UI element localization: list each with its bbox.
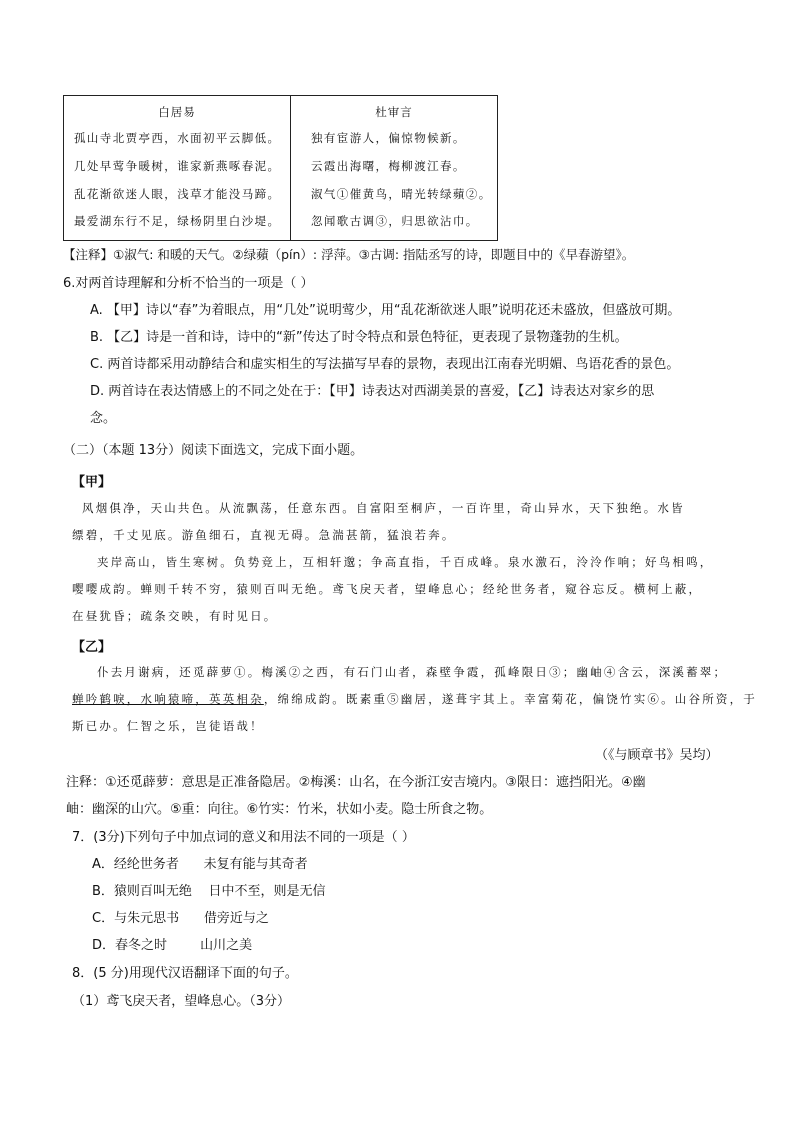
question-6-option-b: B. 【乙】诗是一首和诗，诗中的“新”传达了时令特点和景色特征，更表现了景物蓬勃的生机。 [90,330,628,345]
passage-yi-line: 仆去月谢病，还觅薜萝①。梅溪②之西，有石门山者，森壁争霞，孤峰限日③；幽岫④含云，深溪蓄翠； [97,665,728,679]
question-8-sub-1: （1）鸢飞戾天者，望峰息心。（3分） [72,994,291,1009]
question-6-stem: 6.对两首诗理解和分析不恰当的一项是（ ） [63,276,314,291]
poem-right-column [291,96,497,240]
poem-annotation: 【注释】①淑气: 和暖的天气。②绿蘋（pín）: 浮萍。③古调: 指陆丞写的诗，即题目中的《早春游望》。 [63,247,635,262]
passage-jia-line: 嘤嘤成韵。蝉则千转不穷，猿则百叫无绝。鸢飞戾天者，望峰息心；经纶世务者，窥谷忘反。横柯上蔽， [72,582,703,596]
poem-right-line: 独有宦游人，偏惊物候新。 [311,131,466,145]
poem-left-line: 孤山寺北贾亭西，水面初平云脚低。 [74,131,281,145]
passage-jia-label: 【甲】 [72,475,112,490]
passage-yi-underlined: 蝉吟鹤唳，水响猿啼，英英相杂 [72,692,264,706]
poem-left-line: 乱花渐欲迷人眼，浅草才能没马蹄。 [74,187,281,201]
question-7-stem: 7．(3分)下列句子中加点词的意义和用法不同的一项是（ ） [72,830,415,845]
question-6-option-d: D. 两首诗在表达情感上的不同之处在于：【甲】诗表达对西湖美景的喜爱，【乙】诗表达对家乡的思 [90,384,655,399]
section-2-heading: （二）（本题 13分）阅读下面选文，完成下面小题。 [63,443,364,458]
passage-annotation: 岫：幽深的山穴。⑤重：向往。⑥竹实：竹米，状如小麦。隐士所食之物。 [66,802,493,817]
passage-jia-line: 缥碧，千丈见底。游鱼细石，直视无碍。急湍甚箭，猛浪若奔。 [72,528,456,542]
poem-left-column [64,96,291,240]
poem-left-title: 白居易 [158,105,196,119]
passage-yi-line: 斯已办。仁智之乐，岂徒语哉！ [72,719,264,733]
question-7-option-c: C．与朱元思书 借旁近与之 [92,911,269,926]
question-6-option-d-cont: 念。 [90,411,117,426]
passage-yi-label: 【乙】 [72,640,112,655]
poem-left-line: 几处早莺争暖树，谁家新燕啄春泥。 [74,159,281,173]
passage-annotation: 注释：①还觅薜萝：意思是正准备隐居。②梅溪：山名，在今浙江安吉境内。③限日：遮挡阳光。④幽 [66,775,646,790]
passage-jia-line: 在昼犹昏；疏条交映，有时见日。 [72,609,278,623]
question-6-option-a: A. 【甲】诗以“春”为着眼点，用“几处”说明莺少，用“乱花渐欲迷人眼”说明花还未盛放，但盛放可期。 [90,303,681,318]
question-7-option-b: B．猿则百叫无绝 日中不至，则是无信 [92,884,326,899]
question-7-option-d: D．春冬之时 山川之美 [92,938,253,953]
passage-jia-line: 风烟俱净，天山共色。从流飘荡，任意东西。自富阳至桐庐，一百许里，奇山异水，天下独绝。水皆 [82,501,685,515]
passage-jia-line: 夹岸高山，皆生寒树。负势竞上，互相轩邈；争高直指，千百成峰。泉水激石，泠泠作响；好鸟相鸣， [97,555,714,569]
poem-right-title: 杜审言 [375,105,413,119]
poem-right-line: 忽闻歌古调③，归思欲沾巾。 [311,214,479,228]
question-7-option-a: A．经纶世务者 未复有能与其奇者 [92,857,308,872]
passage-yi-source: （《与顾章书》吴均） [595,748,719,763]
question-6-option-c: C. 两首诗都采用动静结合和虚实相生的写法描写早春的景物，表现出江南春光明媚、鸟语花香的景色。 [90,357,680,372]
question-8-stem: 8．(5 分)用现代汉语翻译下面的句子。 [72,966,298,981]
poem-right-line: 云霞出海曙，梅柳渡江春。 [311,159,466,173]
passage-yi-line-rest: ，绵绵成韵。既素重⑤幽居，遂葺宇其上。幸富菊花，偏饶竹实⑥。山谷所资，于 [263,692,758,706]
poem-right-line: 淑气①催黄鸟，晴光转绿蘋②。 [311,187,492,201]
poem-table [63,95,498,241]
poem-left-line: 最爱湖东行不足，绿杨阴里白沙堤。 [74,214,281,228]
passage-yi-line-2 [72,691,757,707]
